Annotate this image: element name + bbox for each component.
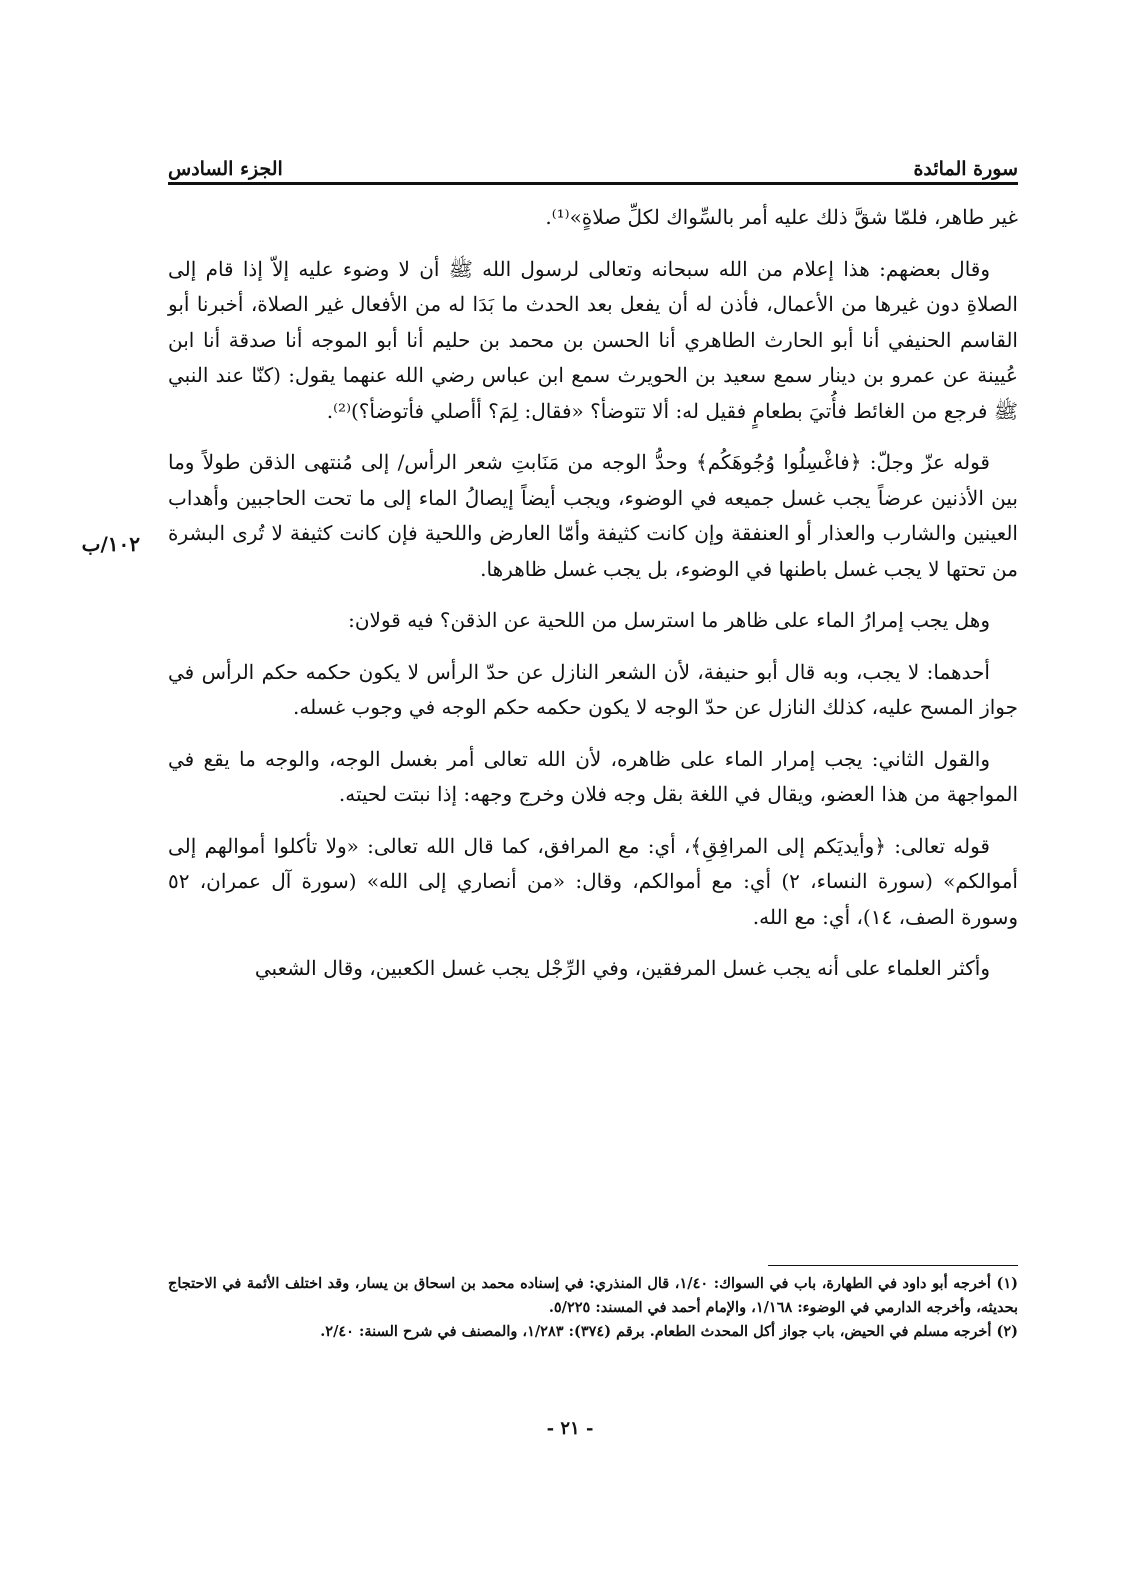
footnote: (١) أخرجه أبو داود في الطهارة، باب في السواك: ١/٤٠، قال المنذري: في إسناده محمد بن اسحاق بن يسار، وقد اختلف الأئمة في الاحتجاج بحديثه، وأخرجه الدارمي في الوضوء: ١/١٦٨، والإمام أحمد في المسند: ٥/٢٢٥.	[168, 1275, 1018, 1316]
paragraph: غير طاهر، فلمّا شقَّ ذلك عليه أمر بالسِّواك لكلِّ صلاةٍ»⁽¹⁾.	[545, 205, 1018, 229]
paragraph: والقول الثاني: يجب إمرار الماء على ظاهره، لأن الله تعالى أمر بغسل الوجه، والوجه ما يقع في المواجهة من هذا العضو، ويقال في اللغة بقل وجه فلان وخرج وجهه: إذا نبتت لحيته.	[168, 746, 1018, 806]
header-surah-title: سورة المائدة	[913, 158, 1018, 180]
running-header	[168, 140, 1018, 180]
paragraph: وقال بعضهم: هذا إعلام من الله سبحانه وتعالى لرسول الله ﷺ أن لا وضوء عليه إلاّ إذا قام إلى الصلاةِ دون غيرها من الأعمال، فأذن له أن يفعل بعد الحدث ما بَدَا له من الأفعال غير الصلاة، أخبرنا أبو القاسم الحنيفي أنا أبو الحارث الطاهري أنا الحسن بن محمد بن حليم أنا أبو الموجه أنا صدقة أنا ابن عُيينة عن عمرو بن دينار سمع سعيد بن الحويرث سمع ابن عباس رضي الله عنهما يقول: (كنّا عند النبي ﷺ فرجع من الغائط فأُتيَ بطعامٍ فقيل له: ألا تتوضأ؟ «فقال: لِمَ؟ أأصلي فأتوضأ؟)⁽²⁾.	[168, 256, 1018, 423]
paragraph: قوله تعالى: ﴿وأيديَكم إلى المرافِقِ﴾، أي: مع المرافق، كما قال الله تعالى: «ولا تأكلوا أموالهم إلى أموالكم» (سورة النساء، ٢) أي: مع أموالكم، وقال: «من أنصاري إلى الله» (سورة آل عمران، ٥٢ وسورة الصف، ١٤)، أي: مع الله.	[168, 833, 1018, 929]
header-part-title: الجزء السادس	[168, 158, 283, 180]
footnotes	[168, 1272, 1018, 1344]
paragraph: أحدهما: لا يجب، وبه قال أبو حنيفة، لأن الشعر النازل عن حدّ الرأس لا يكون حكمه حكم الرأس في جواز المسح عليه، كذلك النازل عن حدّ الوجه لا يكون حكمه حكم الوجه في وجوب غسله.	[168, 659, 1018, 719]
margin-folio-note: ١٠٢/ب	[81, 532, 140, 556]
footnote: (٢) أخرجه مسلم في الحيض، باب جواز أكل المحدث الطعام. برقم (٣٧٤): ١/٢٨٣، والمصنف في شرح السنة: ٢/٤٠.	[320, 1323, 1018, 1340]
paragraph: قوله عزّ وجلّ: ﴿فاغْسِلُوا وُجُوهَكُم﴾ وحدُّ الوجه من مَنَابتِ شعر الرأس/ إلى مُنتهى الذقن طولاً وما بين الأذنين عرضاً يجب غسل جميعه في الوضوء، ويجب أيضاً إيصالُ الماء إلى ما تحت الحاجبين وأهداب العينين والشارب والعذار أو العنفقة وإن كانت كثيفة وأمّا العارض واللحية فإن كانت كثيفة لا تُرى البشرة من تحتها لا يجب غسل باطنها في الوضوء، بل يجب غسل ظاهرها.	[168, 450, 1018, 581]
page-number: - ٢١ -	[546, 1418, 594, 1439]
main-text	[168, 200, 1018, 1003]
footnote-divider	[768, 1265, 1018, 1266]
paragraph: وهل يجب إمرارُ الماء على ظاهر ما استرسل من اللحية عن الذقن؟ فيه قولان:	[348, 608, 990, 632]
header-divider	[168, 182, 1018, 185]
paragraph: وأكثر العلماء على أنه يجب غسل المرفقين، وفي الرِّجْل يجب غسل الكعبين، وقال الشعبي	[254, 956, 990, 980]
